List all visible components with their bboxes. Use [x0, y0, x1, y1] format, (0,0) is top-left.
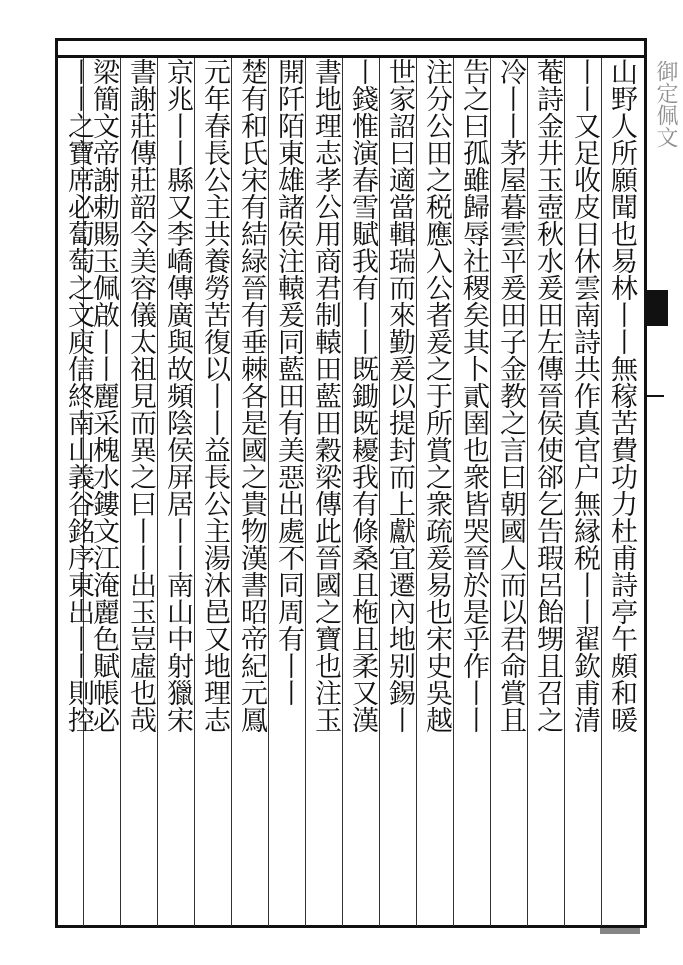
text-column-4: 冷丨丨茅屋暮雲平爰田子金教之言曰朝國人而以君命賞且	[495, 58, 526, 733]
text-column-3: 菴詩金井玉壺秋水爰田左傳晉侯使郤乞告瑕呂飴甥且召之	[532, 58, 563, 733]
margin-tick	[646, 395, 664, 397]
text-column-1: 山野人所願聞也易林丨丨無稼苦費功力杜甫詩亭午頗和暖	[606, 58, 637, 733]
text-column-13: 京兆丨丨縣又李嶠傳廣與故頻陰侯屏居丨丨南山中射獵宋	[162, 58, 193, 733]
text-column-2: 丨丨又足收皮日休雲南詩共作真官户無縁税丨丨翟欽甫清	[569, 58, 600, 733]
text-column-9: 書地理志孝公用商君制轅田藍田穀梁傳此晉國之寶也注玉	[310, 58, 341, 733]
text-column-11: 楚有和氏宋有結緑晉有垂棘各是國之貴物漢書昭帝紀元鳳	[236, 58, 267, 733]
text-column-8: 丨錢惟演春雪賦我有丨丨既鋤既耰我有條桑且柂且柔又漢	[347, 58, 378, 733]
text-column-12: 元年春長公主共養勞苦復以丨丨益長公主湯沐邑又地理志	[199, 58, 230, 733]
text-column-16: 丨丨之寶席必蔔萄之文庾信終南山義谷銘序東出丨丨則控	[63, 58, 94, 733]
text-column-15: 梁簡文帝謝勅賜玉佩啟丨丨麗采槐水鏤文江淹麗色賦帳必	[88, 58, 119, 733]
text-column-7: 世家詔曰適當輯瑞而來勤爰以提封而上獻宜遷內地别錫丨	[384, 58, 415, 733]
side-label: 御定佩文	[653, 60, 678, 148]
binding-margin	[646, 40, 683, 940]
bottom-mark	[600, 928, 640, 934]
text-column-5: 告之曰孤雖歸辱社稷矣其卜貳圉也衆皆哭晉於是乎作丨丨	[458, 58, 489, 733]
text-column-10: 開阡陌東雄諸侯注轅爰同藍田有美惡出處不同周有丨丨	[273, 58, 304, 706]
fishtail-mark	[646, 290, 668, 326]
text-column-14: 書謝莊傳莊韶令美容儀太祖見而異之曰丨丨出玉豈虛也哉	[125, 58, 156, 733]
text-column-6: 注分公田之税應入公者爰之于所賞之衆疏爰易也宋史吳越	[421, 58, 452, 733]
